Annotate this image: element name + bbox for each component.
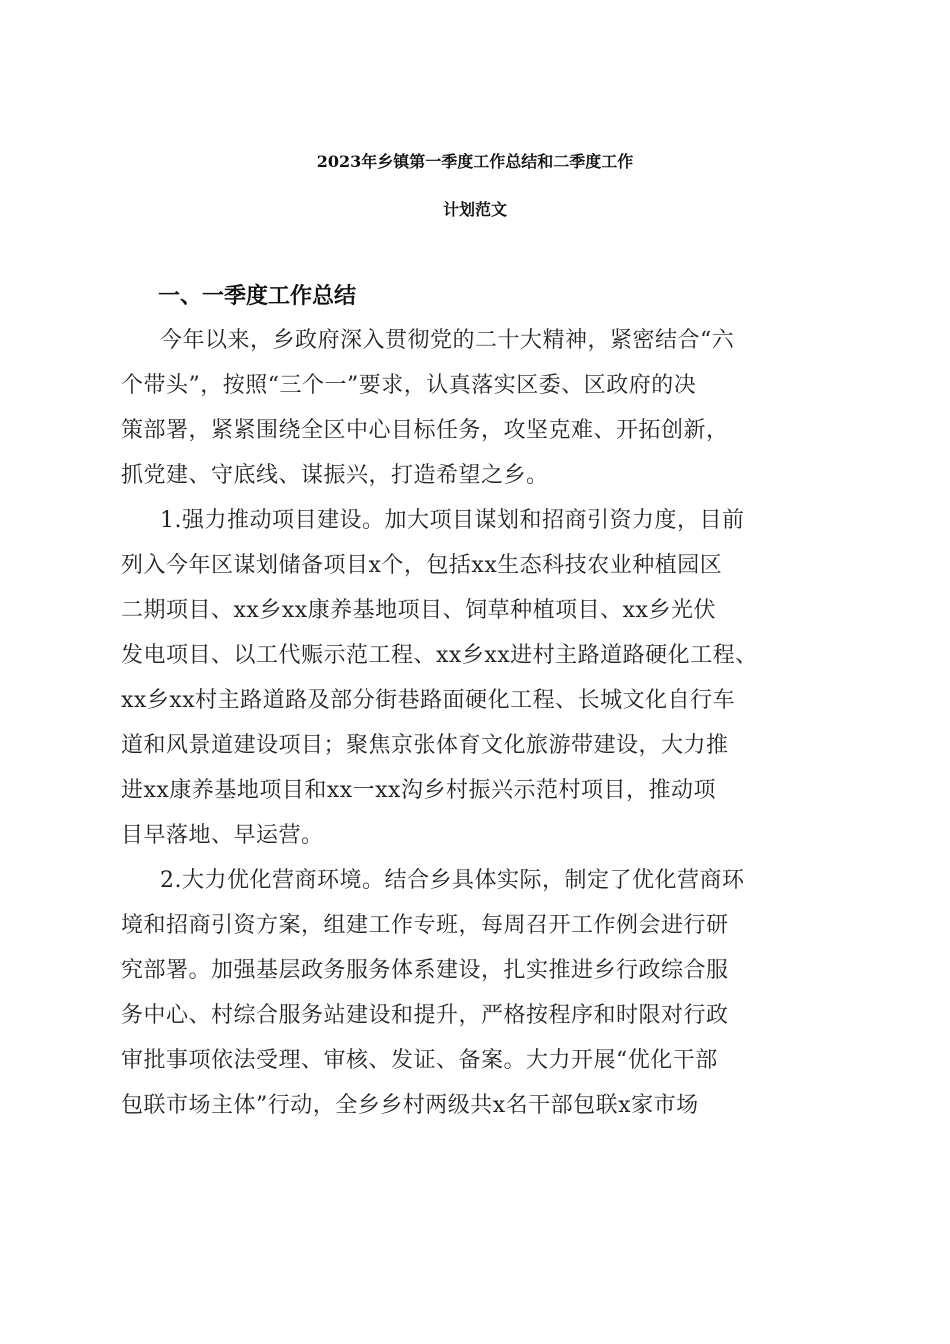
- paragraph-line-18: 包联市场主体”行动，全乡乡村两级共x名干部包联x家市场: [121, 1093, 699, 1118]
- paragraph-line-11: 进xx康养基地项目和xx一xx沟乡村振兴示范村项目，推动项: [121, 778, 716, 803]
- document-title-line-2: 计划范文: [442, 200, 507, 219]
- paragraph-line-17: 审批事项依法受理、审核、发证、备案。大力开展“优化干部: [121, 1048, 718, 1073]
- paragraph-line-5: 1.强力推动项目建设。加大项目谋划和招商引资力度，目前: [160, 508, 745, 533]
- section-heading: 一、一季度工作总结: [158, 284, 357, 309]
- paragraph-line-15: 究部署。加强基层政务服务体系建设，扎实推进乡行政综合服: [121, 958, 729, 983]
- paragraph-line-4: 抓党建、守底线、谋振兴，打造希望之乡。: [121, 463, 549, 488]
- paragraph-line-2: 个带头”，按照“三个一”要求，认真落实区委、区政府的决: [121, 373, 697, 398]
- paragraph-line-16: 务中心、村综合服务站建设和提升，严格按程序和时限对行政: [121, 1003, 729, 1028]
- document-title-line-1: 2023年乡镇第一季度工作总结和二季度工作: [316, 152, 634, 171]
- paragraph-line-9: xx乡xx村主路道路及部分街巷路面硬化工程、长城文化自行车: [121, 688, 736, 713]
- paragraph-line-10: 道和风景道建设项目；聚焦京张体育文化旅游带建设，大力推: [121, 733, 729, 758]
- paragraph-line-7: 二期项目、xx乡xx康养基地项目、饲草种植项目、xx乡光伏: [121, 598, 716, 623]
- paragraph-line-8: 发电项目、以工代赈示范工程、xx乡xx进村主路道路硬化工程、: [121, 643, 758, 668]
- paragraph-line-1: 今年以来，乡政府深入贯彻党的二十大精神，紧密结合“六: [160, 328, 735, 353]
- paragraph-line-13: 2.大力优化营商环境。结合乡具体实际，制定了优化营商环: [160, 868, 745, 893]
- paragraph-line-14: 境和招商引资方案，组建工作专班，每周召开工作例会进行研: [121, 913, 729, 938]
- paragraph-line-12: 目早落地、早运营。: [121, 823, 324, 848]
- paragraph-line-3: 策部署，紧紧围绕全区中心目标任务，攻坚克难、开拓创新，: [121, 418, 729, 443]
- paragraph-line-6: 列入今年区谋划储备项目x个，包括xx生态科技农业种植园区: [121, 553, 723, 578]
